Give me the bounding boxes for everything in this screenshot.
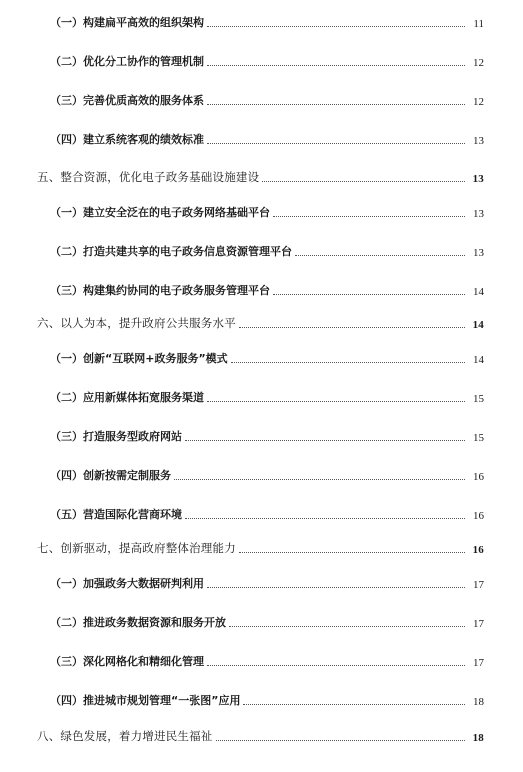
toc-entry-title: 八、绿色发展，着力增进民生福祉: [37, 729, 213, 743]
toc-entry[interactable]: [50, 428, 484, 444]
dot-leader: [295, 255, 465, 256]
toc-entry-page: 18: [472, 732, 484, 744]
toc-entry-title: （三）深化网格化和精细化管理: [50, 655, 204, 668]
dot-leader: [207, 65, 465, 66]
toc-entry[interactable]: [50, 14, 484, 30]
toc-entry-title: （二）打造共建共享的电子政务信息资源管理平台: [50, 245, 292, 258]
toc-entry-page: 11: [473, 18, 484, 30]
toc-entry-page: 13: [473, 135, 484, 147]
toc-entry-page: 13: [473, 208, 484, 220]
toc-chapter-entry[interactable]: [37, 540, 484, 556]
toc-chapter-entry[interactable]: [37, 728, 484, 744]
toc-entry-title: （四）推进城市规划管理“一张图”应用: [50, 694, 241, 707]
dot-leader: [207, 665, 465, 666]
toc-entry[interactable]: [50, 350, 484, 366]
toc-entry-page: 17: [473, 618, 484, 630]
toc-entry-page: 13: [473, 247, 484, 259]
toc-entry-title: 五、整合资源，优化电子政务基础设施建设: [37, 170, 260, 184]
toc-entry-title: （一）建立安全泛在的电子政务网络基础平台: [50, 206, 270, 219]
dot-leader: [273, 216, 465, 217]
toc-entry[interactable]: [50, 243, 484, 259]
toc-entry[interactable]: [50, 575, 484, 591]
toc-chapter-entry[interactable]: [37, 169, 484, 185]
toc-chapter-entry[interactable]: [37, 315, 484, 331]
toc-entry-title: （五）营造国际化营商环境: [50, 508, 182, 521]
toc-entry-page: 13: [472, 173, 484, 185]
toc-entry-page: 12: [473, 57, 484, 69]
toc-entry-title: （三）打造服务型政府网站: [50, 430, 182, 443]
toc-entry[interactable]: [50, 506, 484, 522]
toc-entry-page: 18: [473, 696, 484, 708]
dot-leader: [174, 479, 465, 480]
toc-entry-page: 14: [473, 286, 484, 298]
toc-entry[interactable]: [50, 692, 484, 708]
toc-entry-page: 16: [473, 510, 484, 522]
toc-entry[interactable]: [50, 204, 484, 220]
toc-entry-title: （二）推进政务数据资源和服务开放: [50, 616, 226, 629]
toc-entry-title: 七、创新驱动，提高政府整体治理能力: [37, 541, 236, 555]
toc-entry[interactable]: [50, 282, 484, 298]
toc-entry[interactable]: [50, 467, 484, 483]
toc-entry-page: 14: [473, 354, 484, 366]
toc-entry-page: 15: [473, 432, 484, 444]
toc-entry-title: （四）建立系统客观的绩效标准: [50, 133, 204, 146]
toc-entry-page: 14: [472, 319, 484, 331]
dot-leader: [185, 440, 465, 441]
toc-entry-title: （一）构建扁平高效的组织架构: [50, 16, 204, 29]
toc-entry-title: （四）创新按需定制服务: [50, 469, 171, 482]
dot-leader: [207, 401, 465, 402]
dot-leader: [216, 740, 466, 741]
toc-entry[interactable]: [50, 389, 484, 405]
toc-entry[interactable]: [50, 92, 484, 108]
toc-entry-title: （一）加强政务大数据研判利用: [50, 577, 204, 590]
toc-entry-title: （三）构建集约协同的电子政务服务管理平台: [50, 284, 270, 297]
dot-leader: [231, 362, 465, 363]
toc-entry-page: 16: [473, 471, 484, 483]
dot-leader: [239, 327, 465, 328]
dot-leader: [207, 26, 465, 27]
dot-leader: [185, 518, 465, 519]
dot-leader: [207, 143, 465, 144]
dot-leader: [262, 181, 465, 182]
toc-entry-page: 17: [473, 579, 484, 591]
toc-entry[interactable]: [50, 653, 484, 669]
toc-entry[interactable]: [50, 614, 484, 630]
dot-leader: [239, 552, 465, 553]
dot-leader: [207, 104, 465, 105]
toc-entry-page: 15: [473, 393, 484, 405]
toc-entry-title: （一）创新“互联网+政务服务”模式: [50, 352, 228, 365]
dot-leader: [207, 587, 465, 588]
toc-entry-title: （二）优化分工协作的管理机制: [50, 55, 204, 68]
toc-entry-page: 16: [472, 544, 484, 556]
toc-entry-title: （三）完善优质高效的服务体系: [50, 94, 204, 107]
toc-entry[interactable]: [50, 131, 484, 147]
dot-leader: [243, 704, 465, 705]
dot-leader: [229, 626, 465, 627]
toc-entry-title: （二）应用新媒体拓宽服务渠道: [50, 391, 204, 404]
toc-entry-page: 12: [473, 96, 484, 108]
toc-entry-title: 六、以人为本，提升政府公共服务水平: [37, 316, 236, 330]
dot-leader: [273, 294, 465, 295]
toc-entry-page: 17: [473, 657, 484, 669]
toc-entry[interactable]: [50, 53, 484, 69]
